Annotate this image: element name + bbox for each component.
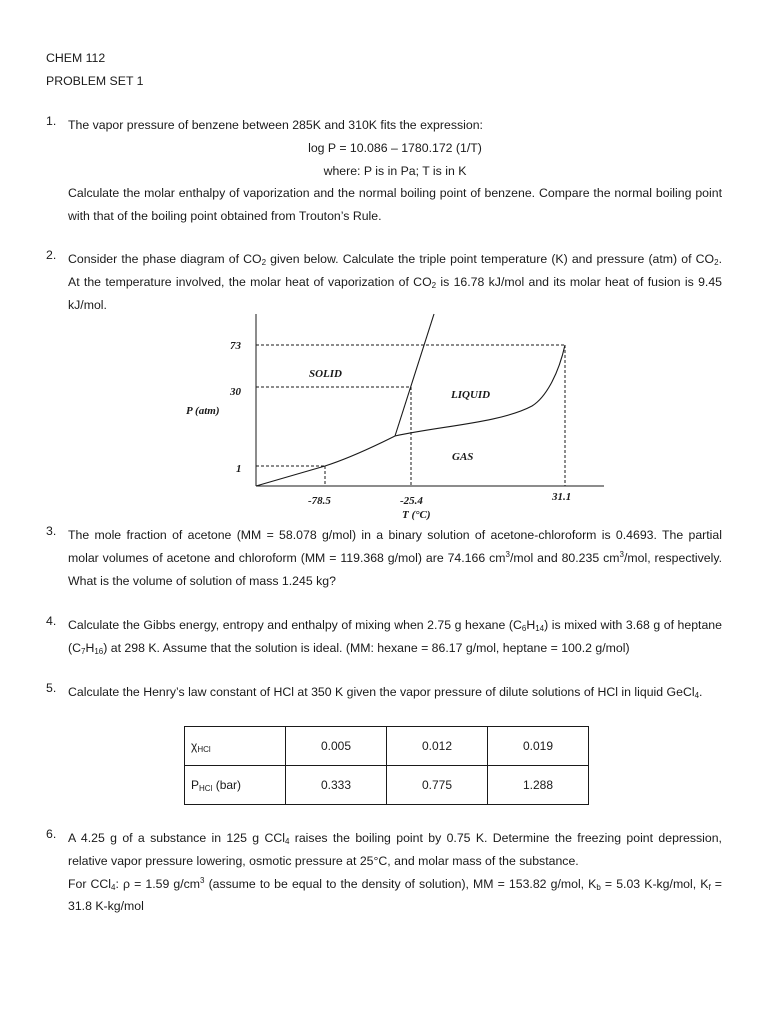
table-cell: 1.288 [488,766,589,805]
y-axis-label: P (atm) [186,405,220,417]
table-row [185,766,589,805]
problem-1-equation: log P = 10.086 – 1780.172 (1/T) [308,140,482,155]
region-liquid: LIQUID [451,389,491,401]
table-cell: 0.019 [488,727,589,766]
chi-header: $\chi_{HCl}$ [185,727,286,766]
problem-5 [46,681,722,704]
problem-number: 2. [46,248,57,262]
y-tick-30: 30 [230,386,241,398]
region-gas: GAS [452,451,474,463]
problem-number: 1. [46,114,57,128]
problem-number: 4. [46,614,57,628]
problem-1-intro: The vapor pressure of benzene between 285K and 310K fits the expression: [68,118,483,132]
problem-5-text: Calculate the Henry’s law constant of HCl at 350 K given the vapor pressure of dilute solutions of HCl in liquid GeCl$_4$. [68,685,703,700]
problem-2 [46,248,722,316]
y-tick-73: 73 [230,340,241,352]
problem-1-where: where: P is in Pa; T is in K [323,163,467,178]
problem-6-text: A 4.25 g of a substance in 125 g CCl$_4$ raises the boiling point by 0.75 K. Determine the freezing point depression, relative vapor pressure lowering, osmotic pressure at 25°C, and molar mass of the substance. [68,831,722,868]
set-title: PROBLEM SET 1 [46,74,144,88]
course-code: CHEM 112 [46,51,106,65]
x-axis-label: T (°C) [402,509,431,521]
problem-2-text: Consider the phase diagram of $CO_2$ given below. Calculate the triple point temperature (K) and pressure (atm) of $CO_2$. At the temperature involved, the molar heat of vaporization of $CO_2$ is 16.78 kJ/mol and its molar heat of fusion is 9.45 kJ/mol. [68,252,723,312]
problem-number: 3. [46,524,57,538]
problem-1 [46,114,722,228]
table-row [185,727,589,766]
problem-3 [46,524,722,592]
problem-6-constants: For CCl$_4$: ρ = 1.59 $g/cm^3$ (assume to be equal to the density of solution), MM = 153.82 g/mol, $K_b = 5.03$ K-kg/mol, $K_f = 31.8$ K-kg/mol [68,875,722,914]
co2-phase-diagram [170,308,630,528]
x-tick-31-1: 31.1 [552,491,572,503]
region-solid: SOLID [309,368,343,380]
table-cell: 0.012 [387,727,488,766]
problem-4 [46,614,722,660]
y-tick-1: 1 [236,463,242,475]
problem-4-text: Calculate the Gibbs energy, entropy and enthalpy of mixing when 2.75 g hexane $(C_6H_{14})$ is mixed with 3.68 g of heptane $(C_7H_{16})$ at 298 K. Assume that the solution is ideal. (MM: hexane = 86.17 g/mol, heptane = 100.2 g/mol) [68,618,722,656]
table-cell: 0.333 [286,766,387,805]
x-tick-25-4: -25.4 [400,495,423,507]
table-cell: 0.775 [387,766,488,805]
fusion-curve [395,314,434,436]
table-cell: 0.005 [286,727,387,766]
x-tick-78-5: -78.5 [308,495,331,507]
problem-6 [46,827,722,918]
hcl-data-table [184,726,589,805]
pressure-header: $P_{HCl}$ (bar) [185,766,286,805]
problem-number: 5. [46,681,57,695]
problem-number: 6. [46,827,57,841]
problem-3-text: The mole fraction of acetone (MM = 58.078 g/mol) in a binary solution of acetone-chloroform is 0.4693. The partial molar volumes of acetone and chloroform (MM = 119.368 g/mol) are 74.166 $cm^3$/mol and 80.235 $cm^3$/mol, respectively. What is the volume of solution of mass 1.245 kg? [68,528,722,588]
problem-1-task: Calculate the molar enthalpy of vaporization and the normal boiling point of benzene. Compare the normal boiling point with that of the boiling point obtained from Trouton’s Rule. [68,186,722,224]
